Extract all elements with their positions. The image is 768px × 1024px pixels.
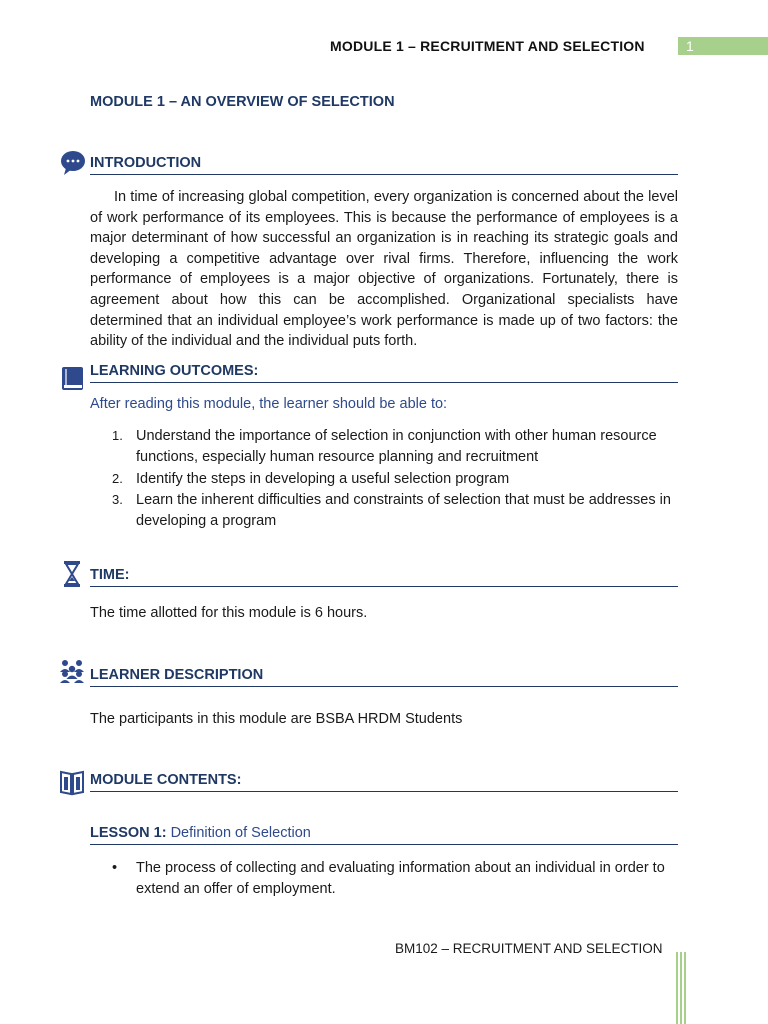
introduction-title: INTRODUCTION (90, 155, 202, 171)
lesson-label: LESSON 1: (90, 825, 167, 841)
footer-decor-line (680, 952, 682, 1024)
list-number: 3. (112, 492, 123, 508)
footer-decor-line (676, 952, 678, 1024)
book-icon (58, 364, 86, 392)
learning-outcomes-title: LEARNING OUTCOMES: (90, 363, 259, 379)
module-contents-title: MODULE CONTENTS: (90, 772, 242, 788)
footer-text: BM102 – RECRUITMENT AND SELECTION (395, 941, 663, 956)
open-book-icon (58, 768, 86, 796)
introduction-text: In time of increasing global competition, every organization is concerned about the level of work performance of its employees. This is because the performance of employees is a major determinant of how successful an organization is in reaching its strategic goals and developing a competitive advantage over rival firms. Therefore, influencing the work performance of employees is a major objective of organizations. Fortunately, there is agreement about how this can be accomplished. Organizational specialists have determined that an individual employee’s work performance is made up of two factors: the ability of the individual and the individual puts forth. (90, 189, 678, 350)
page-number: 1 (686, 38, 694, 54)
footer-decor-line (684, 952, 686, 1024)
time-title: TIME: (90, 567, 130, 583)
list-item (110, 469, 680, 490)
list-item-text: Understand the importance of selection in conjunction with other human resource functions, especially human resource planning and recruitment (136, 428, 657, 465)
list-item-text: The process of collecting and evaluating information about an individual in order to extend an offer of employment. (136, 860, 665, 897)
module-contents-rule (90, 791, 678, 792)
list-item (110, 426, 680, 468)
list-item (110, 490, 680, 532)
list-item-text: Identify the steps in developing a useful selection program (136, 470, 510, 487)
lesson-rule (90, 844, 678, 845)
list-number: 1. (112, 428, 123, 443)
list-item-text: Learn the inherent difficulties and constraints of selection that must be addresses in developing a program (136, 492, 671, 530)
bullet-icon: • (112, 860, 118, 876)
list-number: 2. (112, 470, 123, 486)
lesson-bullet-list (110, 858, 680, 900)
lesson-title: Definition of Selection (170, 825, 311, 841)
introduction-paragraph (90, 187, 678, 352)
learner-description-title: LEARNER DESCRIPTION (90, 667, 264, 683)
introduction-rule (90, 174, 678, 175)
lesson-heading (90, 825, 311, 841)
speech-bubble-icon (58, 148, 86, 176)
learning-outcomes-rule (90, 382, 678, 383)
people-group-icon (58, 657, 86, 685)
hourglass-icon (58, 560, 86, 588)
list-item (110, 858, 680, 900)
module-heading: MODULE 1 – AN OVERVIEW OF SELECTION (90, 94, 395, 110)
learner-description-rule (90, 686, 678, 687)
learning-outcomes-list (110, 426, 680, 533)
running-header-title: MODULE 1 – RECRUITMENT AND SELECTION (330, 38, 645, 54)
learning-outcomes-lead: After reading this module, the learner should be able to: (90, 396, 448, 412)
time-rule (90, 586, 678, 587)
time-text: The time allotted for this module is 6 hours. (90, 605, 368, 621)
learner-description-text: The participants in this module are BSBA HRDM Students (90, 711, 463, 727)
